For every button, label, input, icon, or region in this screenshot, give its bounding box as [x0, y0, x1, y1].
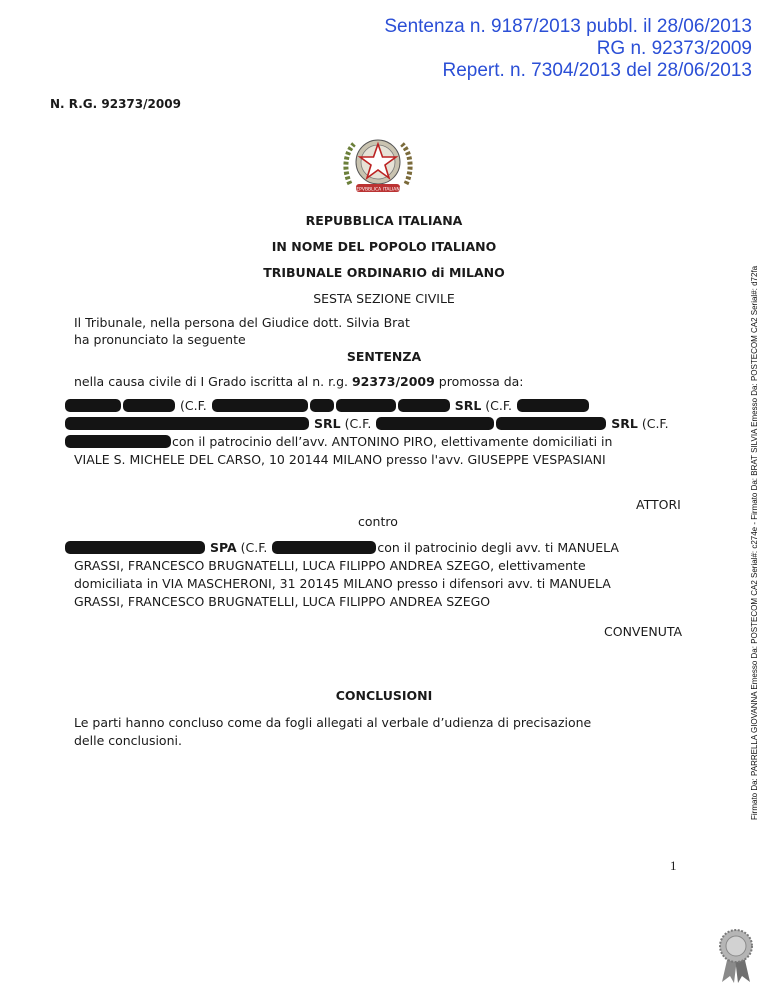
- case-line: [74, 373, 524, 391]
- heading-section: SESTA SEZIONE CIVILE: [313, 291, 455, 306]
- heading-people: IN NOME DEL POPOLO ITALIANO: [271, 239, 497, 254]
- case-prefix: nella causa civile di I Grado iscritta al n. r.g.: [74, 374, 352, 389]
- stamp-line-2: RG n. 92373/2009: [596, 38, 752, 59]
- defendant-line-1: [64, 539, 619, 557]
- plaintiffs-counsel: con il patrocinio dell’avv. ANTONINO PIRO, elettivamente domiciliati in: [172, 434, 613, 449]
- cf-label: (C.F.: [485, 398, 512, 413]
- cf-label: (C.F.: [240, 540, 268, 555]
- italian-republic-emblem-icon: [340, 132, 416, 198]
- signature-strip: Firmato Da: PARRELLA GIOVANNA Emesso Da: POSTECOM CA2 Serial#: c274e - Firmato Da: BRAT SILVIA Emesso Da: POSTECOM CA2 Serial#: d72fa: [750, 265, 759, 820]
- redaction: [65, 435, 171, 448]
- srl-label: SRL: [313, 416, 341, 431]
- redaction: [272, 541, 376, 554]
- redaction: [65, 417, 309, 430]
- srl-label: SRL: [454, 398, 482, 413]
- heading-conclusioni: CONCLUSIONI: [335, 688, 433, 703]
- stamp-line-3: Repert. n. 7304/2013 del 28/06/2013: [442, 60, 752, 81]
- redaction: [212, 399, 308, 412]
- defendant-line-4: GRASSI, FRANCESCO BRUGNATELLI, LUCA FILIPPO ANDREA SZEGO: [74, 594, 491, 609]
- intro-line-1: Il Tribunale, nella persona del Giudice dott. Silvia Brat: [74, 315, 410, 330]
- rg-number: N. R.G. 92373/2009: [50, 97, 181, 111]
- svg-text:REPVBBLICA ITALIANA: REPVBBLICA ITALIANA: [353, 187, 403, 193]
- spa-label: SPA: [209, 540, 237, 555]
- heading-republic: REPUBBLICA ITALIANA: [305, 213, 463, 228]
- redaction: [517, 399, 589, 412]
- heading-court: TRIBUNALE ORDINARIO di MILANO: [263, 265, 505, 280]
- defendant-line-2: GRASSI, FRANCESCO BRUGNATELLI, LUCA FILIPPO ANDREA SZEGO, elettivamente: [74, 558, 586, 573]
- cf-label: (C.F.: [179, 398, 207, 413]
- redaction: [310, 399, 334, 412]
- plaintiffs-address: VIALE S. MICHELE DEL CARSO, 10 20144 MILANO presso l'avv. GIUSEPPE VESPASIANI: [74, 452, 606, 467]
- redaction: [496, 417, 606, 430]
- case-suffix: promossa da:: [434, 374, 524, 389]
- plaintiffs-line-1: [64, 397, 700, 415]
- seal-ribbon-icon: [716, 926, 756, 984]
- redaction: [398, 399, 450, 412]
- intro-line-2: ha pronunciato la seguente: [74, 332, 246, 347]
- case-number: 92373/2009: [351, 374, 435, 389]
- redaction: [376, 417, 494, 430]
- redaction: [65, 541, 205, 554]
- redaction: [336, 399, 396, 412]
- conclusions-line-1: Le parti hanno concluso come da fogli allegati al verbale d’udienza di precisazione: [74, 715, 592, 730]
- defendant-line-3: domiciliata in VIA MASCHERONI, 31 20145 MILANO presso i difensori avv. ti MANUELA: [74, 576, 611, 591]
- page-number: 1: [670, 858, 677, 873]
- redaction: [123, 399, 175, 412]
- plaintiffs-line-3: [64, 433, 612, 451]
- stamp-line-1: Sentenza n. 9187/2013 pubbl. il 28/06/2013: [384, 16, 752, 37]
- heading-sentenza: SENTENZA: [346, 349, 422, 364]
- plaintiffs-line-2: [64, 415, 700, 433]
- redaction: [65, 399, 121, 412]
- cf-label: (C.F.: [641, 416, 669, 431]
- srl-label: SRL: [611, 416, 638, 431]
- role-convenuta: CONVENUTA: [604, 624, 683, 639]
- conclusions-line-2: delle conclusioni.: [74, 733, 182, 748]
- role-attori: ATTORI: [636, 497, 681, 512]
- cf-label: (C.F.: [344, 416, 372, 431]
- contro-label: contro: [358, 514, 398, 529]
- defendant-counsel: con il patrocinio degli avv. ti MANUELA: [377, 540, 619, 555]
